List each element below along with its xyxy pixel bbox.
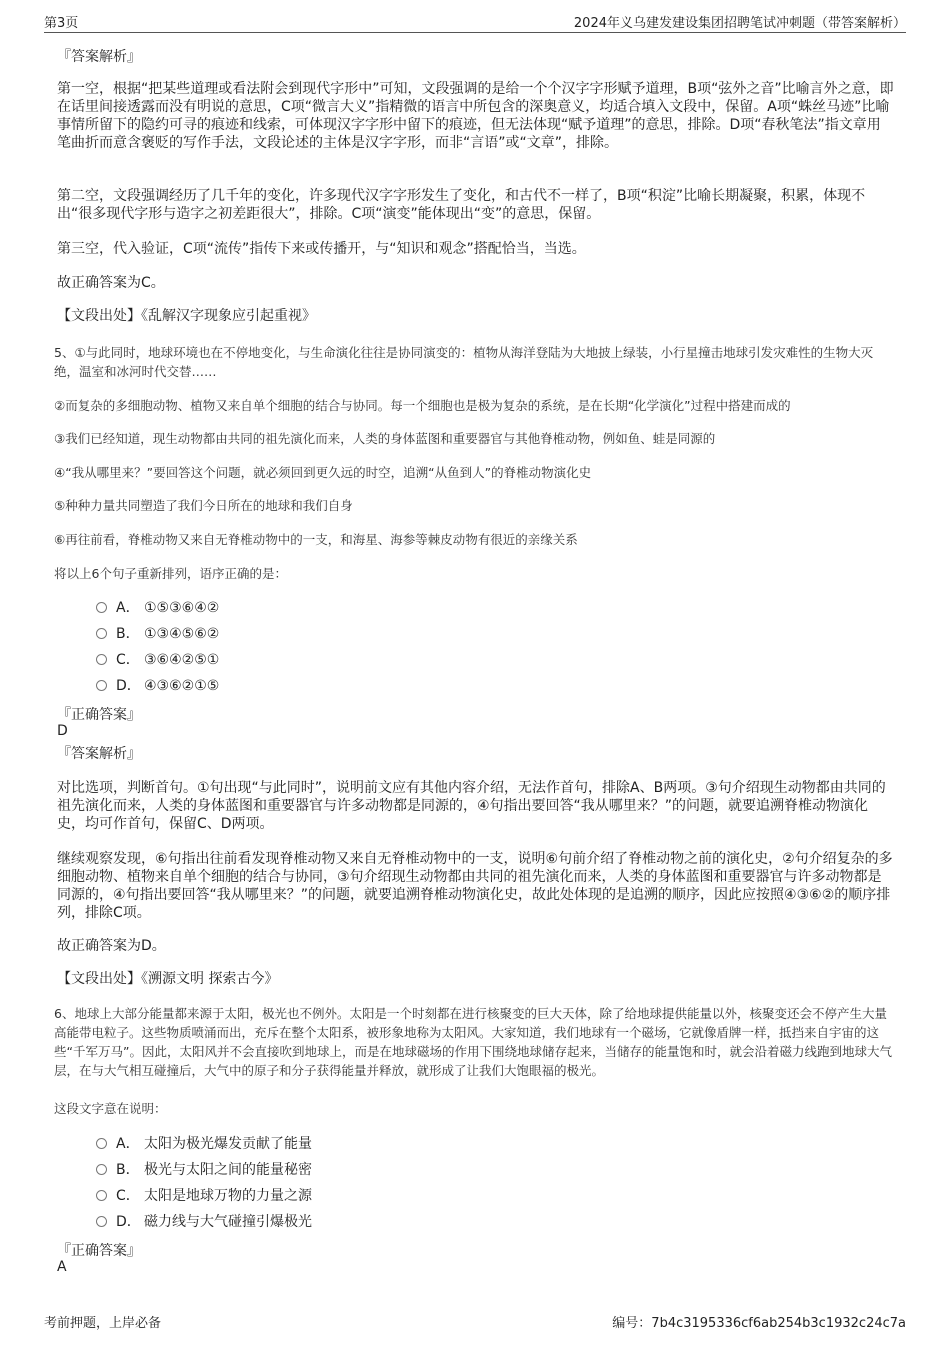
q4-analysis-p2: 第二空，文段强调经历了几千年的变化，许多现代汉字字形发生了变化，和古代不一样了，B项“积淀”比喻长期凝聚，积累，体现不出“很多现代字形与造字之初差距很大”，排除。C项“演变”能体现出“变”的意思，保留。 bbox=[57, 188, 866, 222]
q6-option-c[interactable]: C． 太阳是地球万物的力量之源 bbox=[96, 1186, 312, 1206]
q4-analysis-p3: 第三空，代入验证，C项“流传”指传下来或传播开，与“知识和观念”搭配恰当，当选。 bbox=[57, 241, 586, 257]
radio-icon[interactable] bbox=[96, 1190, 107, 1201]
radio-icon[interactable] bbox=[96, 680, 107, 691]
q5-sentence-2: ②而复杂的多细胞动物、植物又来自单个细胞的结合与协同。每一个细胞也是极为复杂的系统，是在长期“化学演化”过程中搭建而成的 bbox=[54, 398, 791, 413]
q5-analysis-label: 『答案解析』 bbox=[57, 746, 141, 762]
q5-option-a[interactable]: A． ①⑤③⑥④② bbox=[96, 598, 219, 618]
q6-stem: 6、地球上大部分能量都来源于太阳，极光也不例外。太阳是一个时刻都在进行核聚变的巨大天体，除了给地球提供能量以外，核聚变还会不停产生大量高能带电粒子。这些物质喷涌而出，充斥在整个太阳系，被形象地称为太阳风。大家知道，我们地球有一个磁场，它就像盾牌一样，抵挡来自宇宙的这些“千军万马”。因此，太阳风并不会直接吹到地球上，而是在地球磁场的作用下围绕地球储存起来，当储存的能量饱和时，就会沿着磁力线跑到地球大气层，在与大气相互碰撞后，大气中的原子和分子获得能量并释放，就形成了让我们大饱眼福的极光。 bbox=[54, 1006, 892, 1078]
footer-serial: 编号：7b4c3195336cf6ab254b3c1932c24c7a bbox=[612, 1316, 906, 1331]
q5-sentence-6: ⑥再往前看，脊椎动物又来自无脊椎动物中的一支，和海星、海参等棘皮动物有很近的亲缘关系 bbox=[54, 532, 578, 547]
radio-icon[interactable] bbox=[96, 602, 107, 613]
radio-icon[interactable] bbox=[96, 1138, 107, 1149]
q6-option-b[interactable]: B． 极光与太阳之间的能量秘密 bbox=[96, 1160, 312, 1180]
q5-conclusion: 故正确答案为D。 bbox=[57, 938, 166, 954]
page-footer bbox=[44, 1310, 906, 1330]
q6-answer: A bbox=[57, 1259, 67, 1275]
page-header bbox=[44, 10, 906, 33]
q5-option-b[interactable]: B． ①③④⑤⑥② bbox=[96, 624, 219, 644]
q5-option-d[interactable]: D． ④③⑥②①⑤ bbox=[96, 676, 219, 696]
document-title: 2024年义乌建发建设集团招聘笔试冲刺题（带答案解析） bbox=[573, 16, 906, 31]
q4-analysis-label: 『答案解析』 bbox=[57, 49, 141, 65]
footer-slogan: 考前押题，上岸必备 bbox=[44, 1316, 162, 1331]
radio-icon[interactable] bbox=[96, 1164, 107, 1175]
q5-option-c[interactable]: C． ③⑥④②⑤① bbox=[96, 650, 219, 670]
q5-sentence-3: ③我们已经知道，现生动物都由共同的祖先演化而来，人类的身体蓝图和重要器官与其他脊椎动物，例如鱼、蛙是同源的 bbox=[54, 431, 716, 446]
radio-icon[interactable] bbox=[96, 1216, 107, 1227]
q6-option-d[interactable]: D． 磁力线与大气碰撞引爆极光 bbox=[96, 1212, 312, 1232]
q5-source: 【文段出处】《溯源文明 探索古今》 bbox=[57, 971, 279, 987]
page-number: 第3页 bbox=[44, 16, 79, 31]
q5-sentence-1: 5、①与此同时，地球环境也在不停地变化，与生命演化往往是协同演变的：植物从海洋登陆为大地披上绿装，小行星撞击地球引发灾难性的生物大灭绝，温室和冰河时代交替…… bbox=[54, 345, 874, 379]
q5-analysis-p1: 对比选项，判断首句。①句出现“与此同时”，说明前文应有其他内容介绍，无法作首句，排除A、B两项。③句介绍现生动物都由共同的祖先演化而来，人类的身体蓝图和重要器官与许多动物都是同源的，④句指出要回答“我从哪里来？”的问题，就要追溯脊椎动物演化史，均可作首句，保留C、D两项。 bbox=[57, 780, 886, 832]
q4-conclusion: 故正确答案为C。 bbox=[57, 275, 165, 291]
q6-answer-label: 『正确答案』 bbox=[57, 1243, 141, 1259]
q5-analysis-p2: 继续观察发现，⑥句指出往前看发现脊椎动物又来自无脊椎动物中的一支，说明⑥句前介绍了脊椎动物之前的演化史，②句介绍复杂的多细胞动物、植物来自单个细胞的结合与协同，③句介绍现生动物都由共同的祖先演化而来，人类的身体蓝图和重要器官与许多动物都是同源的，④句指出要回答“我从哪里来？”的问题，就要追溯脊椎动物演化史，故此处体现的是追溯的顺序，因此应按照④③⑥②的顺序排列，排除C项。 bbox=[57, 851, 893, 921]
q5-prompt: 将以上6个句子重新排列，语序正确的是： bbox=[54, 566, 287, 581]
q4-source: 【文段出处】《乱解汉字现象应引起重视》 bbox=[57, 308, 316, 324]
q5-answer: D bbox=[57, 723, 68, 739]
q4-analysis-p1: 第一空，根据“把某些道理或看法附会到现代字形中”可知，文段强调的是给一个个汉字字形赋予道理，B项“弦外之音”比喻言外之意，即在话里间接透露而没有明说的意思，C项“微言大义”指精微的语言中所包含的深奥意义，均适合填入文段中，保留。A项“蛛丝马迹”比喻事情所留下的隐约可寻的痕迹和线索，可体现汉字字形中留下的痕迹，但无法体现“赋予道理”的意思，排除。D项“春秋笔法”指文章用笔曲折而意含褒贬的写作手法，文段论述的主体是汉字字形，而非“言语”或“文章”，排除。 bbox=[57, 81, 894, 151]
q5-sentence-4: ④“我从哪里来？”要回答这个问题，就必须回到更久远的时空，追溯“从鱼到人”的脊椎动物演化史 bbox=[54, 465, 592, 480]
q5-answer-label: 『正确答案』 bbox=[57, 707, 141, 723]
radio-icon[interactable] bbox=[96, 628, 107, 639]
radio-icon[interactable] bbox=[96, 654, 107, 665]
q6-option-a[interactable]: A． 太阳为极光爆发贡献了能量 bbox=[96, 1134, 312, 1154]
q6-prompt: 这段文字意在说明： bbox=[54, 1101, 167, 1116]
q5-sentence-5: ⑤种种力量共同塑造了我们今日所在的地球和我们自身 bbox=[54, 498, 353, 513]
